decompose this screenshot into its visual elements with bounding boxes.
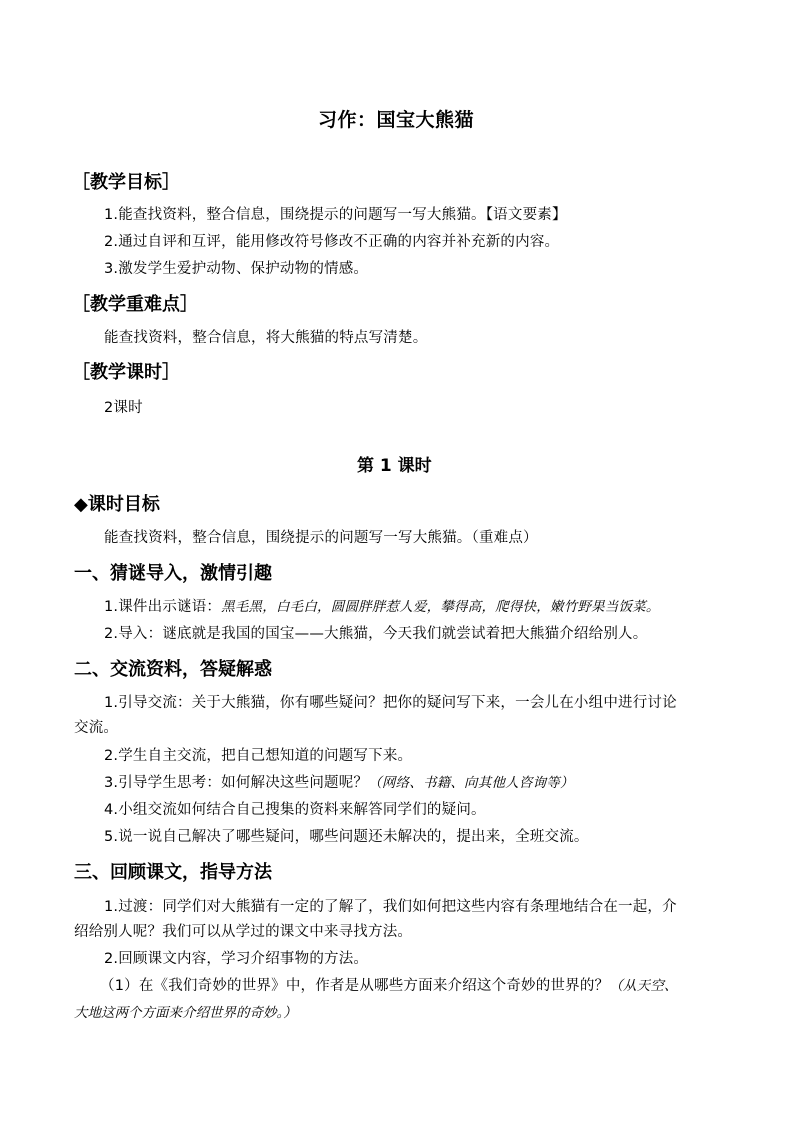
hours-text: 2课时 (104, 400, 143, 416)
part1-item-1-prefix: 1.课件出示谜语： (104, 599, 222, 615)
part3-item-3-prefix: （1）在《我们奇妙的世界》中，作者是从哪些方面来介绍这个奇妙的世界的？ (100, 978, 610, 994)
goals-heading: ［教学目标］ (72, 172, 180, 193)
part3-item-1-line1: 1.过渡：同学们对大熊猫有一定的了解了，我们如何把这些内容有条理地结合在一起，介 (104, 899, 677, 915)
part1-heading: 一、猜谜导入，激情引趣 (74, 563, 272, 584)
part2-item-4: 4.小组交流如何结合自己搜集的资料来解答同学们的疑问。 (104, 802, 486, 818)
part1-item-2: 2.导入：谜底就是我国的国宝——大熊猫，今天我们就尝试着把大熊猫介绍给别人。 (104, 626, 648, 642)
part1-item-1 (104, 595, 660, 616)
part2-item-2: 2.学生自主交流，把自己想知道的问题写下来。 (104, 748, 413, 764)
riddle-text: 黑毛黑，白毛白，圆圆胖胖惹人爱，攀得高，爬得快，嫩竹野果当饭菜。 (221, 599, 660, 615)
goal-item-3: 3.激发学生爱护动物、保护动物的情感。 (104, 261, 369, 277)
goal-item-2: 2.通过自评和互评，能用修改符号修改不正确的内容并补充新的内容。 (104, 234, 560, 250)
document-title: 习作：国宝大熊猫 (318, 109, 475, 131)
lesson-goal-text: 能查找资料，整合信息，围绕提示的问题写一写大熊猫。（重难点） (104, 530, 538, 546)
part3-item-2: 2.回顾课文内容，学习介绍事物的方法。 (104, 951, 369, 967)
part2-item-3 (104, 771, 574, 792)
part2-heading: 二、交流资料，答疑解惑 (74, 659, 272, 680)
part3-item-1-line2: 绍给别人呢？我们可以从学过的课文中来寻找方法。 (74, 924, 413, 940)
part2-item-1-line2: 交流。 (74, 720, 119, 736)
part3-item-3-line1 (100, 974, 678, 995)
part2-item-3-prefix: 3.引导学生思考：如何解决这些问题呢？ (104, 775, 369, 791)
part3-heading: 三、回顾课文，指导方法 (74, 862, 272, 883)
lesson-goal-heading: ◆课时目标 (74, 494, 160, 515)
key-points-text: 能查找资料，整合信息，将大熊猫的特点写清楚。 (104, 330, 428, 346)
goal-item-1: 1.能查找资料，整合信息，围绕提示的问题写一写大熊猫。【语文要素】 (104, 207, 567, 223)
key-points-heading: ［教学重难点］ (72, 294, 198, 315)
hours-heading: ［教学课时］ (72, 362, 180, 383)
part3-item-3-note-a: （从天空、 (609, 978, 678, 994)
part2-item-1-line1: 1.引导交流：关于大熊猫，你有哪些疑问？把你的疑问写下来，一会儿在小组中进行讨论 (104, 695, 677, 711)
part2-item-5: 5.说一说自己解决了哪些疑问，哪些问题还未解决的，提出来，全班交流。 (104, 829, 589, 845)
part2-item-3-note: （网络、书籍、向其他人咨询等） (368, 775, 574, 791)
part3-item-3-note-b: 大地这两个方面来介绍世界的奇妙。） (74, 1005, 297, 1021)
lesson-title: 第 1 课时 (357, 456, 432, 476)
